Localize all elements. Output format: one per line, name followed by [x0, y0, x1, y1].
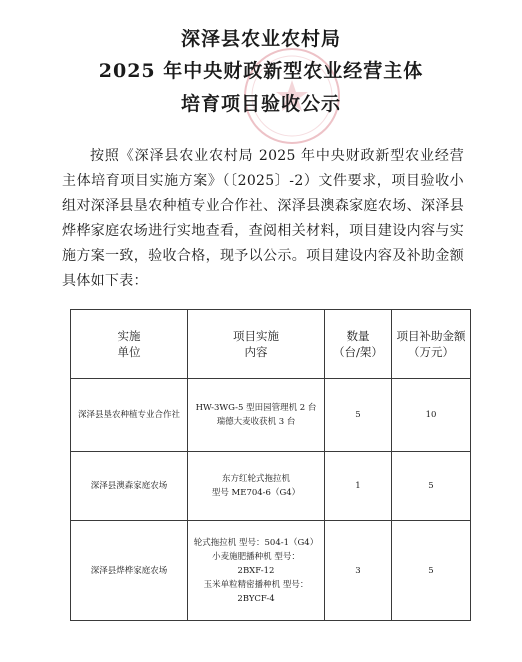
header-amount-line2: （万元） — [408, 345, 454, 359]
cell-content — [188, 379, 325, 452]
header-unit-line2: 单位 — [117, 345, 141, 359]
cell-content — [188, 452, 325, 521]
table-header-row — [71, 310, 471, 379]
header-content-line2: 内容 — [244, 345, 268, 359]
cell-content — [188, 521, 325, 621]
header-amount — [392, 310, 471, 379]
project-table — [70, 309, 471, 621]
cell-quantity: 3 — [325, 521, 392, 621]
cell-unit: 深泽县垦农种植专业合作社 — [71, 379, 188, 452]
header-quantity — [325, 310, 392, 379]
header-content-line1: 项目实施 — [233, 329, 279, 343]
content-line: 小麦施肥播种机 型号： — [212, 551, 300, 562]
table-row — [71, 379, 471, 452]
header-amount-line1: 项目补助金额 — [396, 329, 466, 343]
title-line-3: 培育项目验收公示 — [180, 93, 341, 115]
content-line: 玉米单粒精密播种机 型号： — [203, 579, 309, 590]
table-row — [71, 452, 471, 521]
header-quantity-line1: 数量 — [346, 329, 370, 343]
content-line: 型号 ME704-6（G4） — [211, 488, 301, 498]
cell-unit: 深泽县烨桦家庭农场 — [71, 521, 188, 621]
cell-amount: 5 — [392, 452, 471, 521]
content-line: HW-3WG-5 型田园管理机 2 台 — [195, 403, 317, 413]
content-line: 2BXF-12 — [237, 565, 275, 576]
header-unit-line1: 实施 — [117, 329, 141, 343]
content-line: 东方红轮式拖拉机 — [221, 474, 290, 484]
cell-quantity: 5 — [325, 379, 392, 452]
content-line: 2BYCF-4 — [237, 593, 275, 604]
table-row — [71, 521, 471, 621]
cell-quantity: 1 — [325, 452, 392, 521]
cell-unit: 深泽县澳森家庭农场 — [71, 452, 188, 521]
header-unit — [71, 310, 188, 379]
content-line: 轮式拖拉机 型号：504-1（G4） — [193, 537, 319, 548]
title-line-2: 2025 年中央财政新型农业经营主体 — [98, 60, 424, 82]
header-quantity-line2: （台/架） — [333, 345, 383, 359]
content-line: 瑞德大麦收获机 3 台 — [216, 417, 296, 427]
cell-amount: 10 — [392, 379, 471, 452]
cell-amount: 5 — [392, 521, 471, 621]
header-content — [188, 310, 325, 379]
title-line-1: 深泽县农业农村局 — [180, 28, 341, 50]
announcement-paragraph: 按照《深泽县农业农村局 2025 年中央财政新型农业经营主体培育项目实施方案》（〔2025〕-2）文件要求，项目验收小组对深泽县垦农种植专业合作社、深泽县澳森家庭农场、深泽县烨桦家庭农场进行实地查看，查阅相关材料，项目建设内容与实施方案一致，验收合格，现予以公示。项目建设内容及补助金额具体如下表： — [62, 148, 464, 289]
